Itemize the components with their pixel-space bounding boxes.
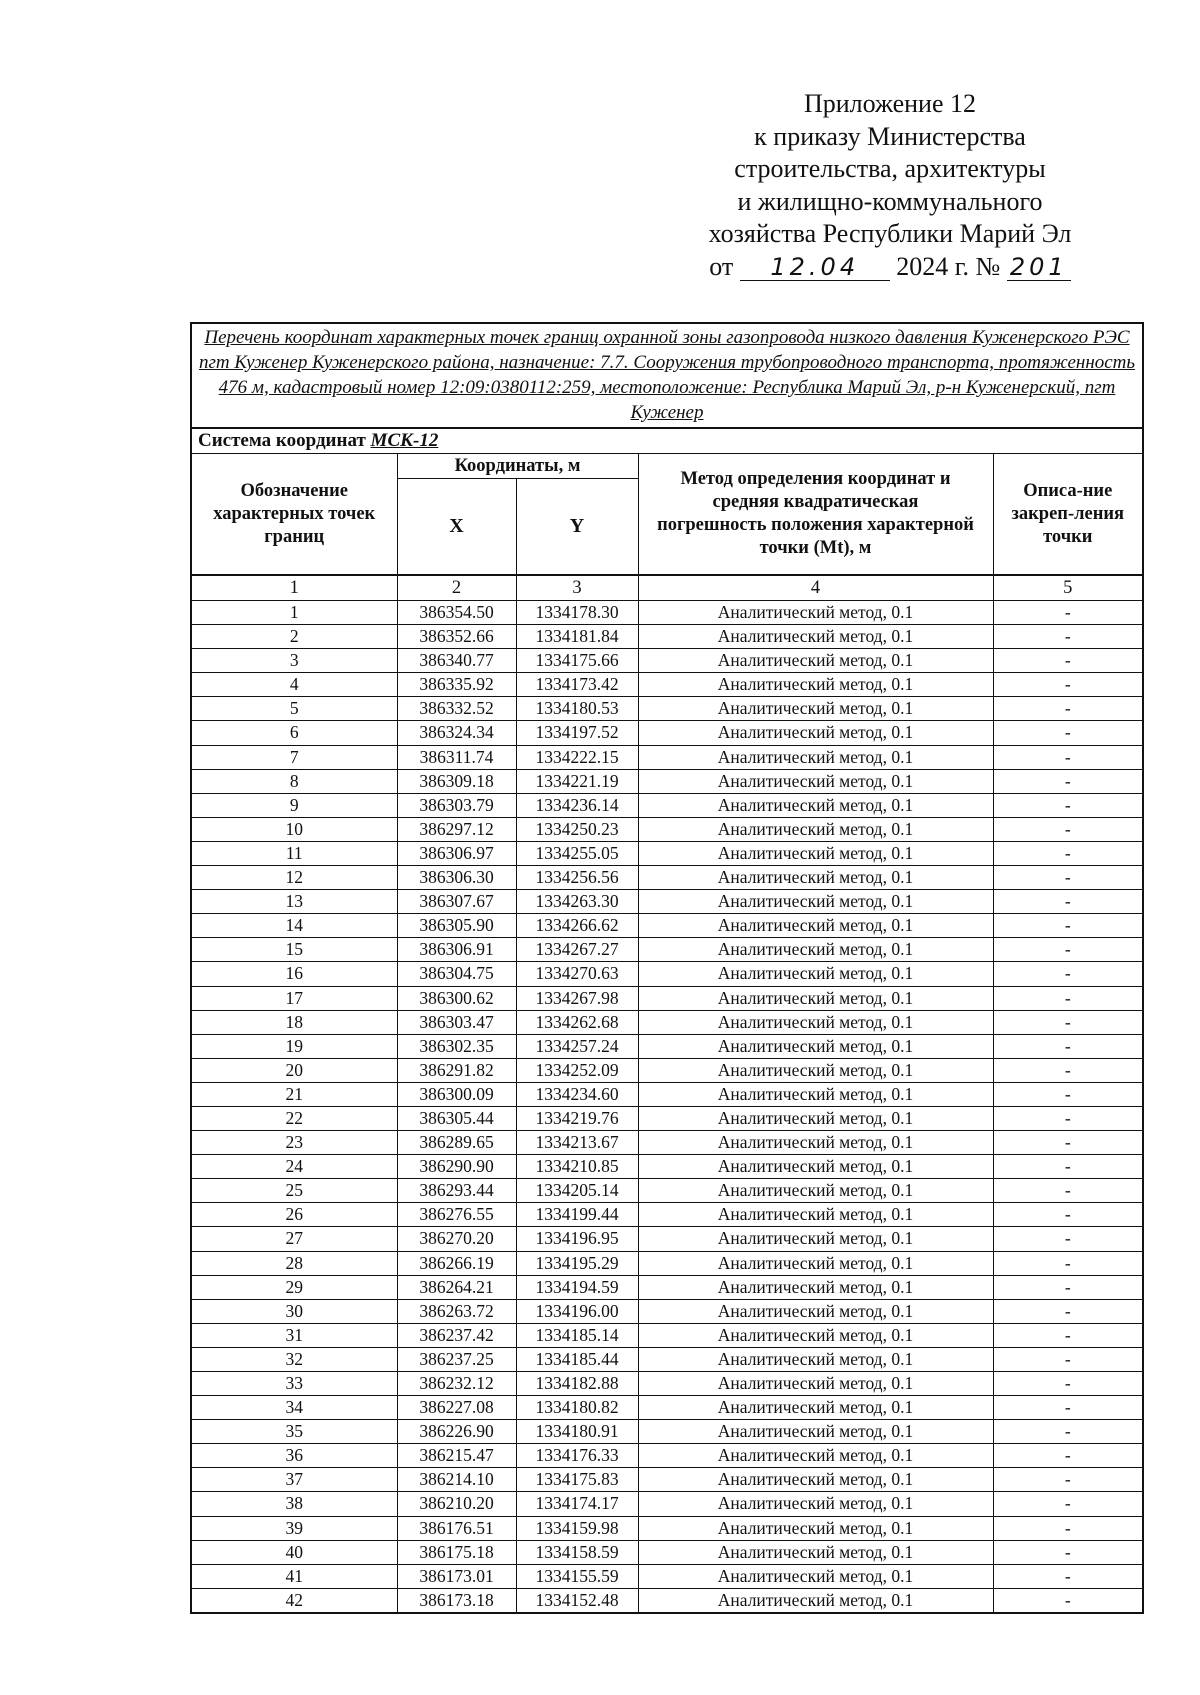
description-cell: - <box>993 1516 1143 1540</box>
description-cell: - <box>993 866 1143 890</box>
description-cell: - <box>993 1396 1143 1420</box>
table-row <box>191 1588 1143 1613</box>
description-cell: - <box>993 1034 1143 1058</box>
table-row <box>191 1275 1143 1299</box>
method-cell: Аналитический метод, 0.1 <box>638 986 993 1010</box>
table-row <box>191 1468 1143 1492</box>
description-cell: - <box>993 938 1143 962</box>
y-coordinate: 1334195.29 <box>516 1251 638 1275</box>
y-coordinate: 1334180.53 <box>516 697 638 721</box>
y-coordinate: 1334255.05 <box>516 841 638 865</box>
y-coordinate: 1334270.63 <box>516 962 638 986</box>
description-cell: - <box>993 673 1143 697</box>
description-cell: - <box>993 1179 1143 1203</box>
method-cell: Аналитический метод, 0.1 <box>638 625 993 649</box>
description-cell: - <box>993 962 1143 986</box>
table-row <box>191 1082 1143 1106</box>
header-point: Обозначение характерных точек границ <box>191 454 397 576</box>
y-coordinate: 1334266.62 <box>516 914 638 938</box>
point-number: 27 <box>191 1227 397 1251</box>
description-cell: - <box>993 1275 1143 1299</box>
x-coordinate: 386237.42 <box>397 1323 516 1347</box>
x-coordinate: 386300.62 <box>397 986 516 1010</box>
point-number: 33 <box>191 1372 397 1396</box>
x-coordinate: 386237.25 <box>397 1347 516 1371</box>
point-number: 23 <box>191 1131 397 1155</box>
table-row <box>191 962 1143 986</box>
y-coordinate: 1334175.66 <box>516 649 638 673</box>
x-coordinate: 386352.66 <box>397 625 516 649</box>
description-cell: - <box>993 841 1143 865</box>
x-coordinate: 386340.77 <box>397 649 516 673</box>
description-cell: - <box>993 1251 1143 1275</box>
x-coordinate: 386210.20 <box>397 1492 516 1516</box>
x-coordinate: 386324.34 <box>397 721 516 745</box>
header-method: Метод определения координат и средняя квадратическая погрешность положения характерной точки (Mt), м <box>638 454 993 576</box>
x-coordinate: 386290.90 <box>397 1155 516 1179</box>
point-number: 1 <box>191 601 397 625</box>
table-row <box>191 1347 1143 1371</box>
point-number: 5 <box>191 697 397 721</box>
appendix-line: и жилищно-коммунального <box>737 186 1043 216</box>
appendix-title: Приложение 12 <box>803 89 977 118</box>
point-number: 10 <box>191 817 397 841</box>
method-cell: Аналитический метод, 0.1 <box>638 673 993 697</box>
description-cell: - <box>993 601 1143 625</box>
header-description: Описа-ние закреп-ления точки <box>993 454 1143 576</box>
table-row <box>191 1203 1143 1227</box>
appendix-line: к приказу Министерства <box>754 121 1026 151</box>
point-number: 35 <box>191 1420 397 1444</box>
x-coordinate: 386305.90 <box>397 914 516 938</box>
column-number: 1 <box>191 575 397 601</box>
x-coordinate: 386303.79 <box>397 793 516 817</box>
description-cell: - <box>993 1082 1143 1106</box>
point-number: 8 <box>191 769 397 793</box>
method-cell: Аналитический метод, 0.1 <box>638 841 993 865</box>
method-cell: Аналитический метод, 0.1 <box>638 1034 993 1058</box>
table-row <box>191 1010 1143 1034</box>
table-row <box>191 817 1143 841</box>
x-coordinate: 386302.35 <box>397 1034 516 1058</box>
order-date-line <box>650 251 1130 284</box>
table-row <box>191 673 1143 697</box>
coordinate-system <box>191 428 1143 454</box>
description-cell: - <box>993 721 1143 745</box>
point-number: 32 <box>191 1347 397 1371</box>
y-coordinate: 1334181.84 <box>516 625 638 649</box>
y-coordinate: 1334222.15 <box>516 745 638 769</box>
method-cell: Аналитический метод, 0.1 <box>638 1540 993 1564</box>
y-coordinate: 1334196.95 <box>516 1227 638 1251</box>
description-cell: - <box>993 890 1143 914</box>
table-row <box>191 625 1143 649</box>
point-number: 21 <box>191 1082 397 1106</box>
x-coordinate: 386305.44 <box>397 1106 516 1130</box>
y-coordinate: 1334180.91 <box>516 1420 638 1444</box>
description-cell: - <box>993 1299 1143 1323</box>
table-row <box>191 769 1143 793</box>
x-coordinate: 386175.18 <box>397 1540 516 1564</box>
method-cell: Аналитический метод, 0.1 <box>638 1420 993 1444</box>
table-row <box>191 1299 1143 1323</box>
description-cell: - <box>993 1540 1143 1564</box>
point-number: 17 <box>191 986 397 1010</box>
point-number: 2 <box>191 625 397 649</box>
method-cell: Аналитический метод, 0.1 <box>638 793 993 817</box>
point-number: 26 <box>191 1203 397 1227</box>
table-row <box>191 1396 1143 1420</box>
method-cell: Аналитический метод, 0.1 <box>638 649 993 673</box>
table-row <box>191 890 1143 914</box>
x-coordinate: 386335.92 <box>397 673 516 697</box>
handwritten-date: 12.04 <box>740 254 890 281</box>
point-number: 12 <box>191 866 397 890</box>
method-cell: Аналитический метод, 0.1 <box>638 1516 993 1540</box>
method-cell: Аналитический метод, 0.1 <box>638 721 993 745</box>
table-row <box>191 721 1143 745</box>
point-number: 40 <box>191 1540 397 1564</box>
point-number: 3 <box>191 649 397 673</box>
table-row <box>191 1372 1143 1396</box>
table-row <box>191 1444 1143 1468</box>
method-cell: Аналитический метод, 0.1 <box>638 866 993 890</box>
table-row <box>191 938 1143 962</box>
point-number: 30 <box>191 1299 397 1323</box>
method-cell: Аналитический метод, 0.1 <box>638 1058 993 1082</box>
x-coordinate: 386227.08 <box>397 1396 516 1420</box>
y-coordinate: 1334257.24 <box>516 1034 638 1058</box>
x-coordinate: 386276.55 <box>397 1203 516 1227</box>
point-number: 6 <box>191 721 397 745</box>
method-cell: Аналитический метод, 0.1 <box>638 1179 993 1203</box>
table-row <box>191 866 1143 890</box>
table-row <box>191 697 1143 721</box>
description-cell: - <box>993 745 1143 769</box>
table-row <box>191 1227 1143 1251</box>
method-cell: Аналитический метод, 0.1 <box>638 914 993 938</box>
y-coordinate: 1334234.60 <box>516 1082 638 1106</box>
point-number: 24 <box>191 1155 397 1179</box>
method-cell: Аналитический метод, 0.1 <box>638 1347 993 1371</box>
x-coordinate: 386300.09 <box>397 1082 516 1106</box>
x-coordinate: 386303.47 <box>397 1010 516 1034</box>
x-coordinate: 386354.50 <box>397 601 516 625</box>
point-number: 15 <box>191 938 397 962</box>
x-coordinate: 386215.47 <box>397 1444 516 1468</box>
point-number: 28 <box>191 1251 397 1275</box>
point-number: 11 <box>191 841 397 865</box>
table-row <box>191 1034 1143 1058</box>
method-cell: Аналитический метод, 0.1 <box>638 1155 993 1179</box>
point-number: 36 <box>191 1444 397 1468</box>
table-row <box>191 1492 1143 1516</box>
x-coordinate: 386176.51 <box>397 1516 516 1540</box>
x-coordinate: 386270.20 <box>397 1227 516 1251</box>
y-coordinate: 1334197.52 <box>516 721 638 745</box>
table-row <box>191 1155 1143 1179</box>
description-cell: - <box>993 1492 1143 1516</box>
point-number: 19 <box>191 1034 397 1058</box>
description-cell: - <box>993 1444 1143 1468</box>
y-coordinate: 1334159.98 <box>516 1516 638 1540</box>
y-coordinate: 1334221.19 <box>516 769 638 793</box>
appendix-line: строительства, архитектуры <box>734 154 1046 183</box>
point-number: 25 <box>191 1179 397 1203</box>
description-cell: - <box>993 1155 1143 1179</box>
point-number: 29 <box>191 1275 397 1299</box>
method-cell: Аналитический метод, 0.1 <box>638 1203 993 1227</box>
y-coordinate: 1334155.59 <box>516 1564 638 1588</box>
column-number: 3 <box>516 575 638 601</box>
method-cell: Аналитический метод, 0.1 <box>638 817 993 841</box>
description-cell: - <box>993 793 1143 817</box>
description-cell: - <box>993 1131 1143 1155</box>
table-row <box>191 1251 1143 1275</box>
x-coordinate: 386306.91 <box>397 938 516 962</box>
point-number: 16 <box>191 962 397 986</box>
y-coordinate: 1334267.98 <box>516 986 638 1010</box>
method-cell: Аналитический метод, 0.1 <box>638 1372 993 1396</box>
description-cell: - <box>993 625 1143 649</box>
description-cell: - <box>993 1203 1143 1227</box>
x-coordinate: 386173.18 <box>397 1588 516 1613</box>
coordinates-table-wrapper <box>190 322 1142 1614</box>
y-coordinate: 1334196.00 <box>516 1299 638 1323</box>
y-coordinate: 1334174.17 <box>516 1492 638 1516</box>
method-cell: Аналитический метод, 0.1 <box>638 1227 993 1251</box>
description-cell: - <box>993 1468 1143 1492</box>
method-cell: Аналитический метод, 0.1 <box>638 745 993 769</box>
description-cell: - <box>993 1227 1143 1251</box>
method-cell: Аналитический метод, 0.1 <box>638 1010 993 1034</box>
point-number: 39 <box>191 1516 397 1540</box>
y-coordinate: 1334158.59 <box>516 1540 638 1564</box>
y-coordinate: 1334250.23 <box>516 817 638 841</box>
method-cell: Аналитический метод, 0.1 <box>638 1564 993 1588</box>
point-number: 9 <box>191 793 397 817</box>
coordinate-system-value: МСК-12 <box>370 430 439 451</box>
method-cell: Аналитический метод, 0.1 <box>638 1468 993 1492</box>
method-cell: Аналитический метод, 0.1 <box>638 1251 993 1275</box>
point-number: 7 <box>191 745 397 769</box>
description-cell: - <box>993 1323 1143 1347</box>
method-cell: Аналитический метод, 0.1 <box>638 1275 993 1299</box>
y-coordinate: 1334175.83 <box>516 1468 638 1492</box>
x-coordinate: 386214.10 <box>397 1468 516 1492</box>
column-numbers-row <box>191 575 1143 601</box>
method-cell: Аналитический метод, 0.1 <box>638 1082 993 1106</box>
description-cell: - <box>993 1010 1143 1034</box>
table-row <box>191 1058 1143 1082</box>
description-cell: - <box>993 817 1143 841</box>
method-cell: Аналитический метод, 0.1 <box>638 890 993 914</box>
method-cell: Аналитический метод, 0.1 <box>638 1106 993 1130</box>
method-cell: Аналитический метод, 0.1 <box>638 938 993 962</box>
description-cell: - <box>993 697 1143 721</box>
year-suffix: 2024 г. № <box>896 251 1001 281</box>
point-number: 37 <box>191 1468 397 1492</box>
x-coordinate: 386304.75 <box>397 962 516 986</box>
description-cell: - <box>993 1347 1143 1371</box>
description-cell: - <box>993 649 1143 673</box>
x-coordinate: 386232.12 <box>397 1372 516 1396</box>
table-row <box>191 1516 1143 1540</box>
y-coordinate: 1334205.14 <box>516 1179 638 1203</box>
y-coordinate: 1334263.30 <box>516 890 638 914</box>
table-row <box>191 649 1143 673</box>
description-cell: - <box>993 1058 1143 1082</box>
y-coordinate: 1334199.44 <box>516 1203 638 1227</box>
point-number: 22 <box>191 1106 397 1130</box>
appendix-header <box>650 88 1130 283</box>
method-cell: Аналитический метод, 0.1 <box>638 962 993 986</box>
y-coordinate: 1334173.42 <box>516 673 638 697</box>
coordinates-table <box>190 322 1144 1614</box>
method-cell: Аналитический метод, 0.1 <box>638 1492 993 1516</box>
y-coordinate: 1334219.76 <box>516 1106 638 1130</box>
y-coordinate: 1334210.85 <box>516 1155 638 1179</box>
x-coordinate: 386311.74 <box>397 745 516 769</box>
x-coordinate: 386264.21 <box>397 1275 516 1299</box>
table-row <box>191 1131 1143 1155</box>
table-row <box>191 601 1143 625</box>
description-cell: - <box>993 986 1143 1010</box>
column-number: 2 <box>397 575 516 601</box>
description-cell: - <box>993 1564 1143 1588</box>
description-cell: - <box>993 1106 1143 1130</box>
y-coordinate: 1334194.59 <box>516 1275 638 1299</box>
x-coordinate: 386306.97 <box>397 841 516 865</box>
y-coordinate: 1334185.14 <box>516 1323 638 1347</box>
table-row <box>191 1540 1143 1564</box>
point-number: 31 <box>191 1323 397 1347</box>
point-number: 18 <box>191 1010 397 1034</box>
table-row <box>191 986 1143 1010</box>
table-row <box>191 793 1143 817</box>
table-row <box>191 914 1143 938</box>
appendix-line: хозяйства Республики Марий Эл <box>708 219 1072 248</box>
y-coordinate: 1334185.44 <box>516 1347 638 1371</box>
method-cell: Аналитический метод, 0.1 <box>638 1131 993 1155</box>
method-cell: Аналитический метод, 0.1 <box>638 1588 993 1613</box>
table-row <box>191 1106 1143 1130</box>
y-coordinate: 1334262.68 <box>516 1010 638 1034</box>
y-coordinate: 1334152.48 <box>516 1588 638 1613</box>
coordinate-system-label: Система координат <box>198 430 366 451</box>
point-number: 34 <box>191 1396 397 1420</box>
table-title: Перечень координат характерных точек границ охранной зоны газопровода низкого давления Куженерского РЭС пгт Куженер Куженерского района, назначение: 7.7. Сооружения трубопроводного транспорта, протяженность 476 м, кадастровый номер 12:09:0380112:259, местоположение: Республика Марий Эл, р-н Куженерский, пгт Куженер <box>191 323 1143 428</box>
y-coordinate: 1334178.30 <box>516 601 638 625</box>
x-coordinate: 386309.18 <box>397 769 516 793</box>
column-number: 5 <box>993 575 1143 601</box>
x-coordinate: 386266.19 <box>397 1251 516 1275</box>
point-number: 41 <box>191 1564 397 1588</box>
point-number: 38 <box>191 1492 397 1516</box>
x-coordinate: 386332.52 <box>397 697 516 721</box>
y-coordinate: 1334236.14 <box>516 793 638 817</box>
x-coordinate: 386173.01 <box>397 1564 516 1588</box>
x-coordinate: 386297.12 <box>397 817 516 841</box>
table-row <box>191 1420 1143 1444</box>
description-cell: - <box>993 914 1143 938</box>
method-cell: Аналитический метод, 0.1 <box>638 769 993 793</box>
method-cell: Аналитический метод, 0.1 <box>638 601 993 625</box>
point-number: 4 <box>191 673 397 697</box>
description-cell: - <box>993 1420 1143 1444</box>
column-number: 4 <box>638 575 993 601</box>
point-number: 20 <box>191 1058 397 1082</box>
method-cell: Аналитический метод, 0.1 <box>638 1396 993 1420</box>
method-cell: Аналитический метод, 0.1 <box>638 1444 993 1468</box>
x-coordinate: 386307.67 <box>397 890 516 914</box>
x-coordinate: 386293.44 <box>397 1179 516 1203</box>
x-coordinate: 386226.90 <box>397 1420 516 1444</box>
table-row <box>191 745 1143 769</box>
description-cell: - <box>993 1588 1143 1613</box>
header-coords: Координаты, м <box>397 454 638 479</box>
table-body <box>191 601 1143 1613</box>
table-row <box>191 1179 1143 1203</box>
date-prefix: от <box>709 251 734 281</box>
y-coordinate: 1334213.67 <box>516 1131 638 1155</box>
y-coordinate: 1334180.82 <box>516 1396 638 1420</box>
handwritten-order-number: 201 <box>1007 254 1071 281</box>
x-coordinate: 386263.72 <box>397 1299 516 1323</box>
method-cell: Аналитический метод, 0.1 <box>638 1323 993 1347</box>
table-row <box>191 1564 1143 1588</box>
description-cell: - <box>993 769 1143 793</box>
x-coordinate: 386306.30 <box>397 866 516 890</box>
y-coordinate: 1334182.88 <box>516 1372 638 1396</box>
point-number: 42 <box>191 1588 397 1613</box>
header-y: Y <box>516 479 638 576</box>
table-row <box>191 841 1143 865</box>
y-coordinate: 1334256.56 <box>516 866 638 890</box>
header-x: X <box>397 479 516 576</box>
x-coordinate: 386291.82 <box>397 1058 516 1082</box>
y-coordinate: 1334176.33 <box>516 1444 638 1468</box>
y-coordinate: 1334252.09 <box>516 1058 638 1082</box>
table-row <box>191 1323 1143 1347</box>
description-cell: - <box>993 1372 1143 1396</box>
method-cell: Аналитический метод, 0.1 <box>638 697 993 721</box>
x-coordinate: 386289.65 <box>397 1131 516 1155</box>
method-cell: Аналитический метод, 0.1 <box>638 1299 993 1323</box>
point-number: 13 <box>191 890 397 914</box>
point-number: 14 <box>191 914 397 938</box>
y-coordinate: 1334267.27 <box>516 938 638 962</box>
